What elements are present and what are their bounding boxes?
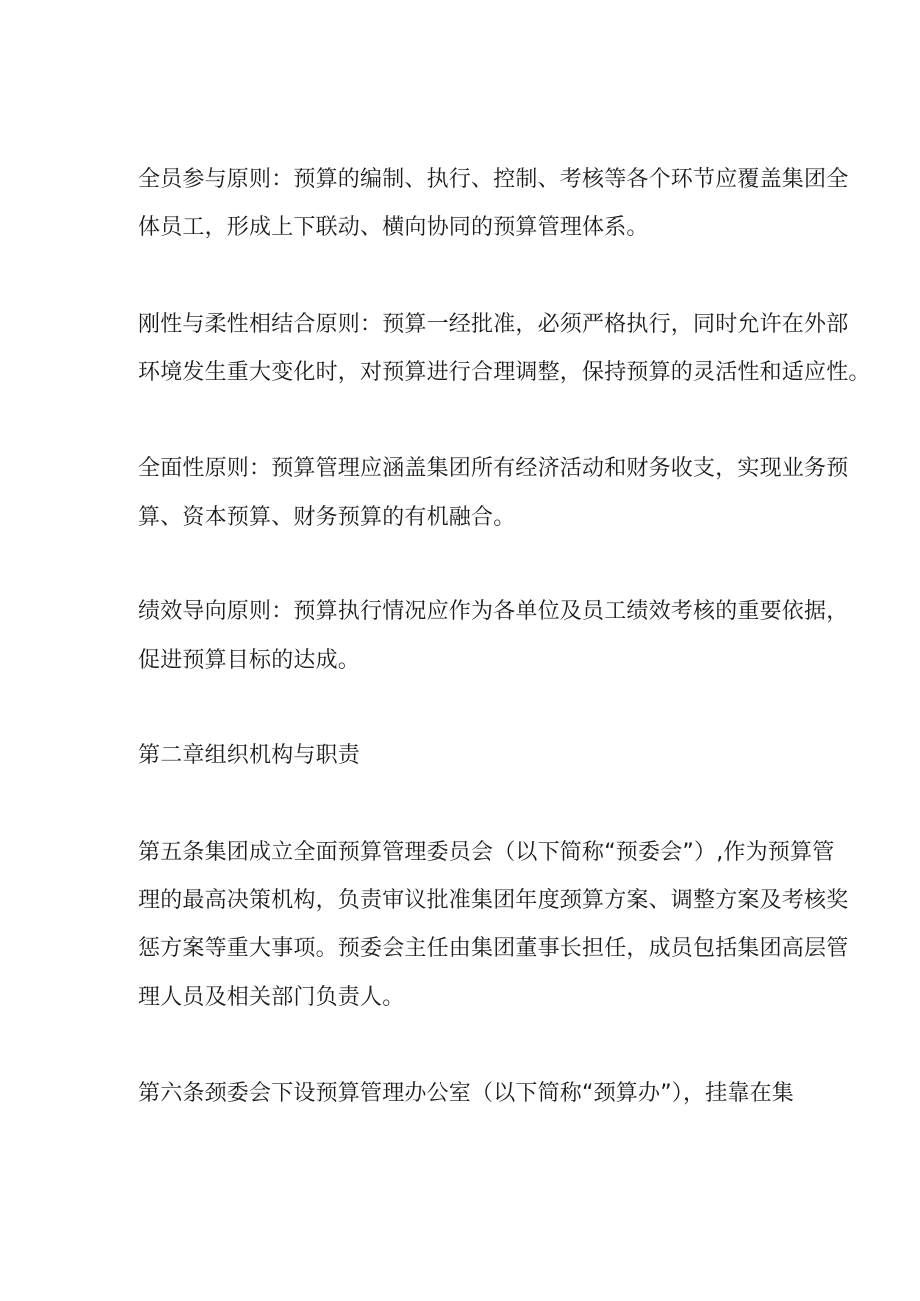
text-line: 全面性原则：预算管理应涵盖集团所有经济活动和财务收支，实现业务预 [138,456,849,481]
text-line: 绩效导向原则：预算执行情况应作为各单位及员工绩效考核的重要依据， [138,599,849,624]
text-line: 全员参与原则：预算的编制、执行、控制、考核等各个环节应覆盖集团全 [138,167,849,192]
text-line: 环境发生重大变化时，对预算进行合理调整，保持预算的灵活性和适应性。 [138,360,871,385]
text-line: 刚性与柔性相结合原则：预算一经批准，必须严格执行，同时允许在外部 [138,312,849,337]
text-line: 理人员及相关部门负责人。 [138,985,405,1010]
text-line: 算、资本预算、财务预算的有机融合。 [138,505,516,530]
text-line: 理的最高决策机构，负责审议批准集团年度颈算方案、调整方案及考核奖 [138,888,849,913]
text-line: 惩方案等重大事项。预委会主任由集团董事长担任，成员包括集团高层管 [138,936,849,961]
text-line: 第五条集团成立全面预算管理委员会（以下简称“预委会”）,作为预算管 [138,840,835,865]
chapter-title: 第二章组织机构与职责 [138,743,361,768]
text-line: 体员工，形成上下联动、横向协同的预算管理体系。 [138,215,649,240]
text-line: 促进预算目标的达成。 [138,648,361,673]
text-line: 第六条颈委会下设预算管理办公室（以下简称“颈算办”），挂靠在集 [138,1081,794,1106]
